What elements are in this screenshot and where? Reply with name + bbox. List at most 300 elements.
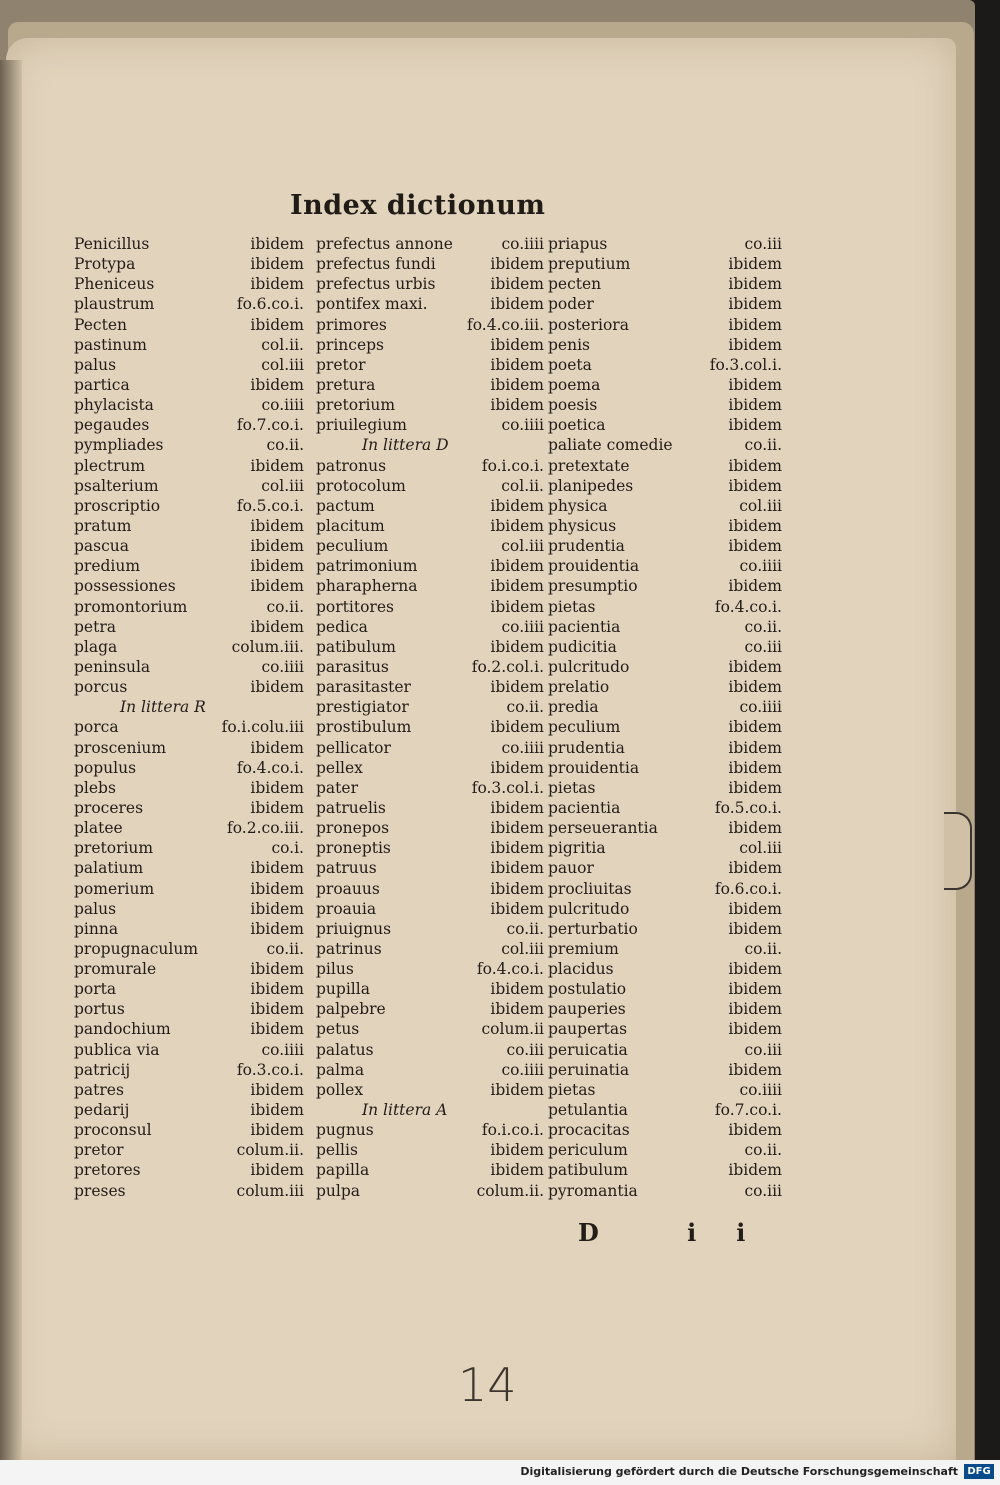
entry-term: prouidentia [548,557,640,576]
entry-term: pietas [548,597,596,616]
index-entry [548,476,784,496]
entry-reference: col.iii [261,476,304,495]
index-entry [316,1181,546,1201]
letter-section-header [74,697,306,717]
index-entry [74,677,306,697]
entry-reference: ibidem [250,980,304,999]
entry-term: postulatio [548,980,627,999]
index-entry [316,456,546,476]
entry-term: parasitus [316,657,389,676]
entry-reference: col.iii [501,537,544,556]
entry-term: portitores [316,597,394,616]
entry-reference: fo.7.co.i. [236,416,304,435]
entry-term: patruelis [316,798,386,817]
index-entry [316,315,546,335]
index-entry [316,476,546,496]
entry-term: pretextate [548,456,630,475]
entry-term: pontifex maxi. [316,295,428,314]
index-entry [74,758,306,778]
entry-term: poetica [548,416,606,435]
entry-term: prelatio [548,678,610,697]
entry-reference: co.iiii [739,557,782,576]
index-entry [74,879,306,899]
entry-reference: co.ii. [744,436,782,455]
entry-term: pellis [316,1141,358,1160]
entry-reference: ibidem [490,557,544,576]
entry-term: pretor [316,355,366,374]
entry-term: petra [74,617,116,636]
pencil-page-number: 14 [458,1358,517,1412]
index-entry [74,1060,306,1080]
entry-term: pacientia [548,798,621,817]
entry-reference: co.iiii [501,738,544,757]
entry-term: porcus [74,678,128,697]
index-entry [316,999,546,1019]
entry-term: priuignus [316,919,392,938]
entry-reference: ibidem [490,396,544,415]
index-entry [74,1019,306,1039]
index-entry [548,677,784,697]
index-entry [548,979,784,999]
entry-term: placidus [548,960,614,979]
entry-reference: ibidem [728,1060,782,1079]
entry-term: palatus [316,1040,374,1059]
entry-term: perseuerantia [548,819,658,838]
entry-term: posteriora [548,315,629,334]
index-entry [316,1060,546,1080]
entry-reference: ibidem [728,678,782,697]
entry-term: populus [74,758,137,777]
entry-term: Penicillus [74,235,150,253]
index-entry [548,294,784,314]
entry-reference: colum.ii. [476,1181,544,1200]
index-entry [548,738,784,758]
index-entry [316,919,546,939]
entry-reference: co.iiii [501,416,544,435]
entry-term: plaga [74,637,118,656]
entry-reference: ibidem [728,718,782,737]
entry-reference: ibidem [728,335,782,354]
entry-term: pactum [316,496,375,515]
entry-reference: ibidem [728,456,782,475]
index-entry [74,959,306,979]
entry-reference: ibidem [728,255,782,274]
entry-term: publica via [74,1040,160,1059]
entry-reference: ibidem [250,859,304,878]
entry-term: peruicatia [548,1040,628,1059]
index-entry [548,657,784,677]
index-entry [548,597,784,617]
entry-reference: ibidem [250,617,304,636]
index-entry [74,979,306,999]
entry-term: prouidentia [548,758,640,777]
index-entry [316,536,546,556]
entry-term: plaustrum [74,295,155,314]
entry-reference: ibidem [490,295,544,314]
entry-term: presumptio [548,577,638,596]
index-entry [316,758,546,778]
entry-reference: ibidem [728,476,782,495]
entry-reference: ibidem [728,1020,782,1039]
entry-term: proceres [74,798,144,817]
index-entry [316,576,546,596]
entry-term: pietas [548,778,596,797]
entry-reference: co.iii [744,235,782,253]
index-entry [74,516,306,536]
index-entry [74,315,306,335]
entry-term: pastinum [74,335,147,354]
entry-reference: ibidem [728,516,782,535]
index-entry [74,637,306,657]
entry-term: pauperies [548,1000,626,1019]
entry-term: pympliades [74,436,164,455]
entry-term: prefectus fundi [316,255,436,274]
entry-reference: ibidem [250,375,304,394]
entry-term: prudentia [548,738,625,757]
entry-term: pedica [316,617,368,636]
index-entry [74,355,306,375]
index-entry [74,1160,306,1180]
index-entry [548,899,784,919]
entry-reference: co.iii [744,1181,782,1200]
index-entry [316,375,546,395]
entry-term: planipedes [548,476,634,495]
index-entry [74,375,306,395]
entry-term: priapus [548,235,608,253]
entry-reference: fo.i.co.i. [481,1121,544,1140]
index-entry [548,838,784,858]
entry-reference: fo.3.col.i. [471,778,544,797]
index-entry [548,697,784,717]
index-entry [548,717,784,737]
entry-reference: ibidem [250,778,304,797]
entry-term: preses [74,1181,126,1200]
entry-term: prefectus annone [316,235,453,253]
entry-reference: ibidem [490,758,544,777]
entry-term: penis [548,335,590,354]
entry-term: poder [548,295,594,314]
index-entry [316,496,546,516]
entry-term: plebs [74,778,116,797]
index-entry [548,496,784,516]
entry-reference: ibidem [490,516,544,535]
index-entry [74,476,306,496]
index-entry [316,959,546,979]
entry-term: peculium [548,718,621,737]
entry-term: perturbatio [548,919,638,938]
entry-reference: co.ii. [266,436,304,455]
entry-term: procliuitas [548,879,632,898]
entry-reference: fo.3.col.i. [709,355,782,374]
entry-reference: colum.ii. [236,1141,304,1160]
entry-term: pauor [548,859,594,878]
entry-term: proscenium [74,738,167,757]
entry-term: pudicitia [548,637,617,656]
index-entry [548,858,784,878]
index-entry [74,294,306,314]
entry-term: peruinatia [548,1060,630,1079]
index-entry [316,1160,546,1180]
letter-section-header [316,1100,546,1120]
index-entry [548,516,784,536]
index-entry [548,254,784,274]
entry-reference: ibidem [250,1121,304,1140]
entry-reference: ibidem [728,980,782,999]
entry-term: pretor [74,1141,124,1160]
entry-term: porca [74,718,119,737]
entry-reference: ibidem [728,577,782,596]
entry-term: pulcritudo [548,899,630,918]
index-entry [74,617,306,637]
index-entry [316,818,546,838]
index-entry [316,1080,546,1100]
entry-term: paliate comedie [548,436,673,455]
index-entry [74,717,306,737]
entry-term: pretorium [74,839,154,858]
entry-reference: fo.4.co.i. [714,597,782,616]
entry-reference: co.iiii [261,396,304,415]
entry-term: primores [316,315,387,334]
index-entry [74,576,306,596]
entry-reference: ibidem [250,798,304,817]
index-entry [316,556,546,576]
entry-term: palus [74,355,117,374]
entry-term: Pheniceus [74,275,155,294]
index-entry [74,1140,306,1160]
entry-reference: co.ii. [266,939,304,958]
entry-reference: co.iiii [501,1060,544,1079]
entry-reference: ibidem [490,255,544,274]
entry-term: proneptis [316,839,391,858]
index-entry [316,617,546,637]
index-entry [548,778,784,798]
entry-reference: ibidem [250,1161,304,1180]
entry-reference: co.iiii [501,235,544,253]
index-entry [548,1140,784,1160]
entry-term: patres [74,1080,124,1099]
entry-reference: ibidem [728,919,782,938]
entry-reference: fo.6.co.i. [236,295,304,314]
entry-term: pellicator [316,738,391,757]
entry-term: pretura [316,375,376,394]
entry-term: preputium [548,255,631,274]
entry-reference: col.ii. [501,476,544,495]
entry-term: procacitas [548,1121,630,1140]
entry-term: patibulum [548,1161,628,1180]
binding-gutter [0,60,22,1460]
entry-reference: ibidem [490,798,544,817]
entry-term: pinna [74,919,119,938]
entry-term: pretores [74,1161,141,1180]
entry-reference: co.ii. [506,698,544,717]
index-entry [74,496,306,516]
entry-reference: co.ii. [744,617,782,636]
entry-term: palma [316,1060,365,1079]
entry-term: physica [548,496,608,515]
entry-reference: ibidem [728,1121,782,1140]
entry-reference: ibidem [250,960,304,979]
entry-term: pugnus [316,1121,374,1140]
index-entry [74,838,306,858]
index-entry [316,395,546,415]
index-entry [316,858,546,878]
index-entry [548,798,784,818]
entry-term: pacientia [548,617,621,636]
entry-term: pilus [316,960,354,979]
index-entry [548,637,784,657]
entry-reference: ibidem [250,678,304,697]
entry-term: placitum [316,516,385,535]
entry-reference: co.iiii [739,698,782,717]
entry-reference: co.iiii [261,657,304,676]
entry-term: pyromantia [548,1181,638,1200]
entry-reference: ibidem [490,577,544,596]
entry-reference: co.ii. [506,919,544,938]
entry-term: palatium [74,859,144,878]
entry-reference: ibidem [728,275,782,294]
entry-term: patrinus [316,939,382,958]
entry-reference: colum.iii. [231,637,304,656]
entry-reference: ibidem [250,1000,304,1019]
entry-reference: ibidem [490,1161,544,1180]
entry-reference: ibidem [250,1020,304,1039]
entry-reference: ibidem [490,1000,544,1019]
index-column-2 [316,234,546,1201]
entry-term: pharapherna [316,577,418,596]
index-entry [548,959,784,979]
entry-reference: ibidem [490,1141,544,1160]
entry-term: paupertas [548,1020,628,1039]
entry-term: proauia [316,899,377,918]
index-entry [316,879,546,899]
index-entry [548,919,784,939]
dfg-logo: DFG [964,1464,994,1479]
entry-reference: ibidem [728,819,782,838]
entry-term: protocolum [316,476,406,495]
entry-term: pecten [548,275,602,294]
index-entry [74,657,306,677]
entry-term: pigritia [548,839,606,858]
entry-reference: ibidem [250,315,304,334]
entry-reference: ibidem [250,919,304,938]
index-entry [74,435,306,455]
index-entry [74,999,306,1019]
index-entry [74,597,306,617]
entry-term: predium [74,557,141,576]
entry-reference: ibidem [490,718,544,737]
entry-term: proscriptio [74,496,161,515]
index-entry [548,1100,784,1120]
entry-reference: ibidem [490,819,544,838]
entry-reference: ibidem [728,778,782,797]
index-entry [548,435,784,455]
entry-reference: ibidem [490,597,544,616]
index-entry [74,939,306,959]
entry-reference: ibidem [728,295,782,314]
entry-term: parasitaster [316,678,411,697]
entry-term: propugnaculum [74,939,199,958]
entry-reference: ibidem [490,496,544,515]
entry-reference: ibidem [728,537,782,556]
index-entry [74,536,306,556]
entry-reference: co.iii [744,637,782,656]
index-entry [548,274,784,294]
entry-reference: ibidem [728,315,782,334]
index-entry [74,1080,306,1100]
index-entry [316,355,546,375]
index-entry [74,556,306,576]
entry-reference: ibidem [728,1161,782,1180]
entry-term: pandochium [74,1020,171,1039]
index-entry [548,617,784,637]
page-tab-marker [944,812,972,890]
index-column-1 [74,234,306,1201]
index-entry [74,919,306,939]
index-entry [548,1080,784,1100]
entry-reference: ibidem [490,375,544,394]
index-entry [74,456,306,476]
entry-reference: co.ii. [744,1141,782,1160]
entry-reference: ibidem [490,335,544,354]
entry-reference: ibidem [490,899,544,918]
index-entry [316,597,546,617]
entry-reference: fo.6.co.i. [714,879,782,898]
entry-term: psalterium [74,476,159,495]
entry-term: pretorium [316,396,396,415]
index-entry [548,335,784,355]
entry-term: promurale [74,960,157,979]
index-entry [316,335,546,355]
index-entry [316,899,546,919]
entry-term: pulcritudo [548,657,630,676]
entry-reference: ibidem [728,375,782,394]
entry-reference: ibidem [490,859,544,878]
entry-reference: fo.4.co.iii. [467,315,544,334]
index-entry [316,778,546,798]
entry-reference: fo.5.co.i. [236,496,304,515]
index-entry [548,315,784,335]
index-entry [74,818,306,838]
entry-term: patrimonium [316,557,418,576]
section-header-text: In littera D [362,436,449,455]
entry-reference: ibidem [490,678,544,697]
entry-term: poesis [548,396,598,415]
entry-term: patricij [74,1060,131,1079]
entry-term: papilla [316,1161,370,1180]
index-entry [548,939,784,959]
index-entry [316,254,546,274]
entry-reference: co.ii. [266,597,304,616]
entry-reference: ibidem [250,1080,304,1099]
index-entry [74,1181,306,1201]
index-entry [74,234,306,254]
entry-reference: ibidem [250,899,304,918]
entry-term: peculium [316,537,389,556]
index-entry [316,234,546,254]
entry-term: proconsul [74,1121,152,1140]
index-entry [548,1019,784,1039]
entry-term: pegaudes [74,416,150,435]
section-header-text: In littera R [120,698,206,717]
index-entry [548,1181,784,1201]
index-entry [74,778,306,798]
entry-reference: ibidem [728,738,782,757]
entry-reference: fo.i.co.i. [481,456,544,475]
entry-reference: ibidem [250,557,304,576]
index-entry [316,1120,546,1140]
index-entry [74,1120,306,1140]
index-entry [548,1040,784,1060]
